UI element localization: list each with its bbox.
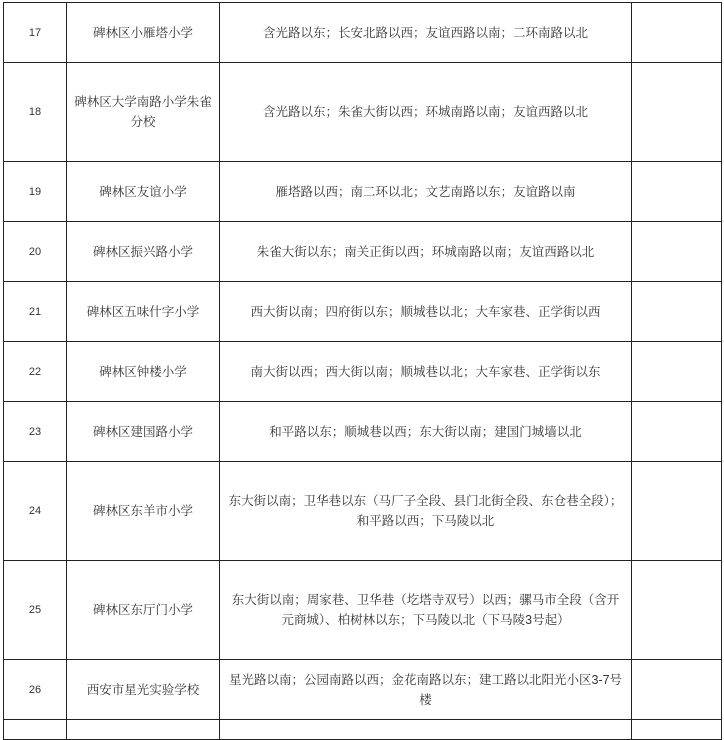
table-row <box>4 222 722 282</box>
table-row <box>4 660 722 720</box>
school-district-table <box>3 2 722 740</box>
row-number: 25 <box>4 561 67 660</box>
district-area: 星光路以南；公园南路以西；金花南路以东；建工路以北阳光小区3-7号楼 <box>220 660 632 720</box>
table-row <box>4 462 722 561</box>
table-row <box>4 402 722 462</box>
district-area: 含光路以东；长安北路以西；友谊西路以南；二环南路以北 <box>220 3 632 63</box>
district-area: 西大街以南；四府街以东；顺城巷以北；大车家巷、正学街以西 <box>220 282 632 342</box>
school-name: 碑林区东羊市小学 <box>67 462 220 561</box>
remarks <box>632 3 722 63</box>
school-name: 碑林区大学南路小学朱雀分校 <box>67 63 220 162</box>
table-row <box>4 63 722 162</box>
table-row <box>4 162 722 222</box>
remarks <box>632 660 722 720</box>
row-number: 22 <box>4 342 67 402</box>
row-number: 24 <box>4 462 67 561</box>
remarks <box>632 462 722 561</box>
table-row <box>4 3 722 63</box>
district-area: 雁塔路以西；南二环以北；文艺南路以东；友谊路以南 <box>220 162 632 222</box>
school-name: 碑林区建国路小学 <box>67 402 220 462</box>
district-area: 东大街以南；卫华巷以东（马厂子全段、县门北街全段、东仓巷全段）；和平路以西；下马陵以北 <box>220 462 632 561</box>
remarks <box>632 402 722 462</box>
school-name: 碑林区振兴路小学 <box>67 222 220 282</box>
school-name: 西安市星光实验学校 <box>67 660 220 720</box>
row-number: 23 <box>4 402 67 462</box>
school-name: 碑林区小雁塔小学 <box>67 3 220 63</box>
table-row <box>4 342 722 402</box>
table-row-partial <box>4 720 722 740</box>
table-row <box>4 561 722 660</box>
district-area: 含光路以东；朱雀大街以西；环城南路以南；友谊西路以北 <box>220 63 632 162</box>
row-number: 18 <box>4 63 67 162</box>
empty-cell <box>67 720 220 740</box>
remarks <box>632 222 722 282</box>
row-number: 19 <box>4 162 67 222</box>
row-number: 21 <box>4 282 67 342</box>
remarks <box>632 63 722 162</box>
remarks <box>632 282 722 342</box>
table-body <box>4 3 722 740</box>
empty-cell <box>632 720 722 740</box>
remarks <box>632 162 722 222</box>
school-name: 碑林区东厅门小学 <box>67 561 220 660</box>
district-area: 和平路以东；顺城巷以西；东大街以南；建国门城墙以北 <box>220 402 632 462</box>
district-area: 朱雀大街以东；南关正街以西；环城南路以南；友谊西路以北 <box>220 222 632 282</box>
table-row <box>4 282 722 342</box>
row-number: 26 <box>4 660 67 720</box>
district-area: 东大街以南；周家巷、卫华巷（圪塔寺双号）以西；骡马市全段（含开元商城）、柏树林以东；下马陵以北（下马陵3号起） <box>220 561 632 660</box>
school-name: 碑林区五味什字小学 <box>67 282 220 342</box>
remarks <box>632 342 722 402</box>
empty-cell <box>4 720 67 740</box>
school-name: 碑林区钟楼小学 <box>67 342 220 402</box>
district-area: 南大街以西；西大街以南；顺城巷以北；大车家巷、正学街以东 <box>220 342 632 402</box>
school-name: 碑林区友谊小学 <box>67 162 220 222</box>
row-number: 20 <box>4 222 67 282</box>
remarks <box>632 561 722 660</box>
empty-cell <box>220 720 632 740</box>
row-number: 17 <box>4 3 67 63</box>
